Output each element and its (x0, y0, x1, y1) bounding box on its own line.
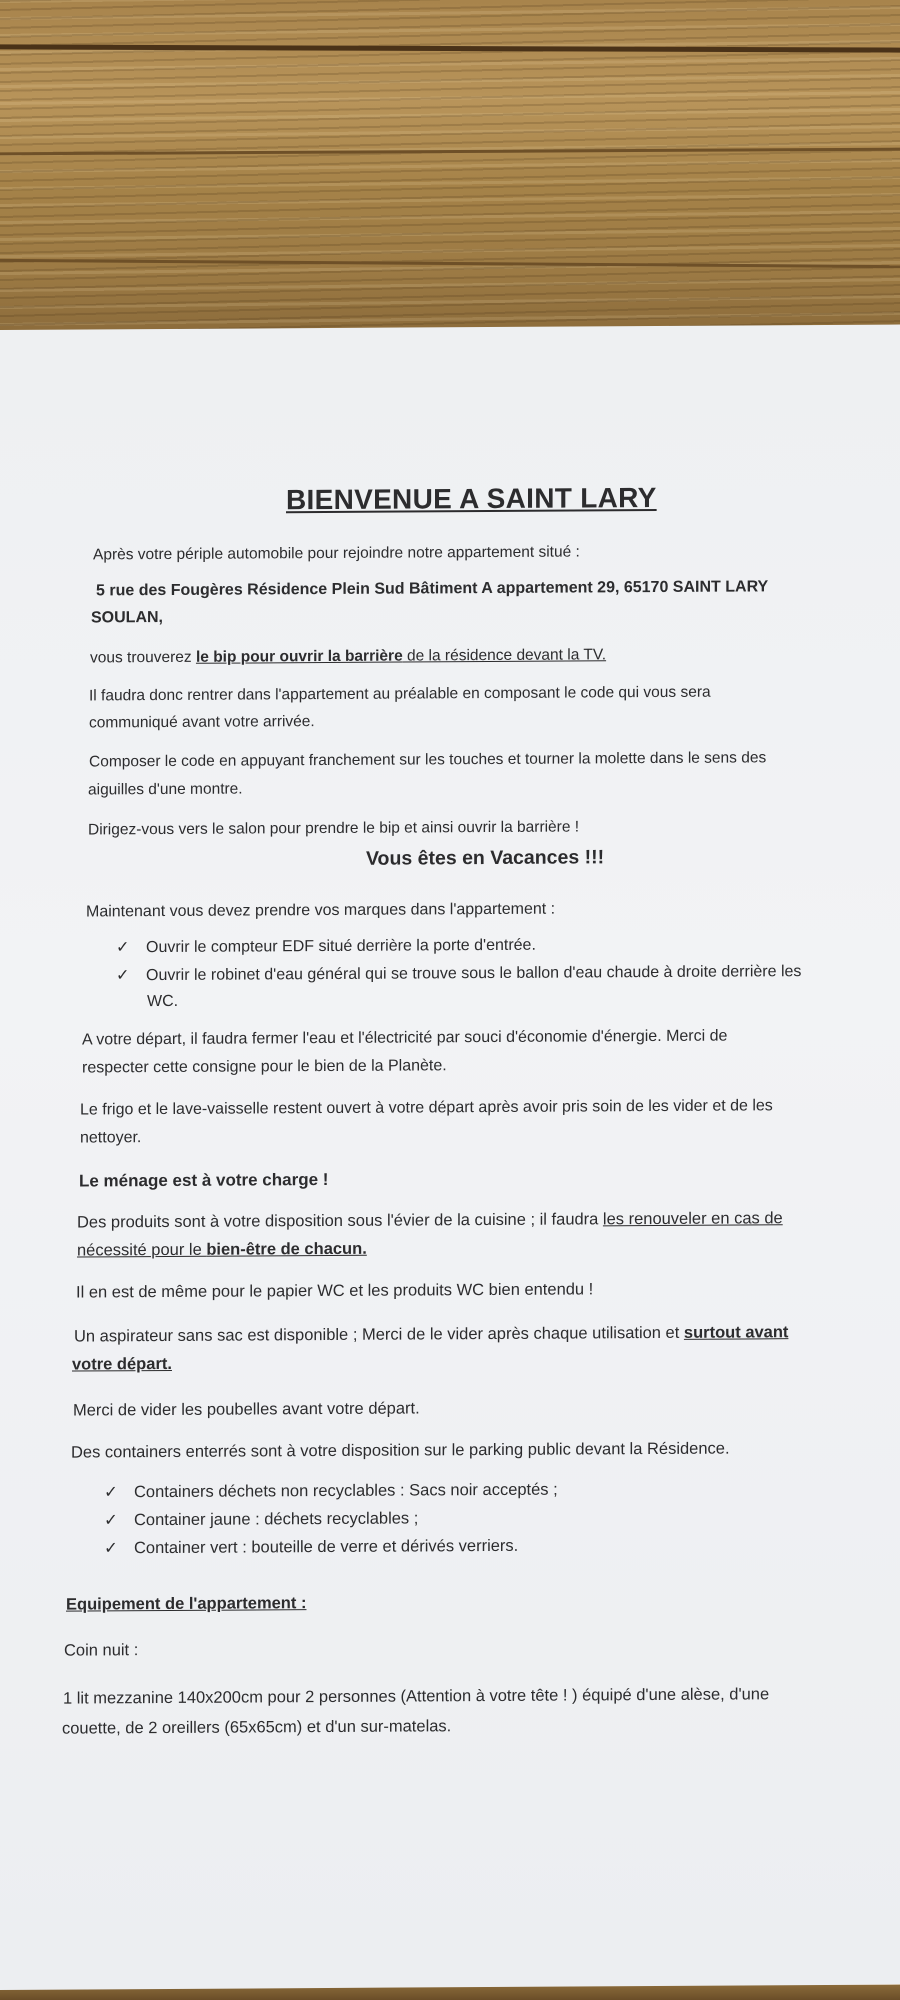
wood-grain-line (0, 44, 900, 52)
checkmark-icon: ✓ (104, 1483, 118, 1502)
address-line-1: 5 rue des Fougères Résidence Plein Sud Bâtiment A appartement 29, 65170 SAINT LARY (96, 578, 769, 600)
frigo-paragraph-line-2: nettoyer. (80, 1129, 142, 1147)
marques-text: Maintenant vous devez prendre vos marques dans l'appartement : (86, 900, 556, 921)
checklist-item-text: Ouvrir le robinet d'eau général qui se trouve sous le ballon d'eau chaude à droite derrière les (146, 963, 802, 985)
aspirateur-text: Un aspirateur sans sac est disponible ; Merci de le vider après chaque utilisation et (74, 1323, 684, 1346)
code-paragraph-line-2: communiqué avant votre arrivée. (89, 713, 315, 732)
bip-highlight: le bip pour ouvrir la barrière (195, 647, 403, 666)
menage-heading: Le ménage est à votre charge ! (79, 1169, 329, 1191)
produits-underlined: les renouveler en cas de (602, 1209, 783, 1229)
checklist-item-text: Ouvrir le compteur EDF situé derrière la porte d'entrée. (146, 936, 536, 957)
containers-intro: Des containers enterrés sont à votre disposition sur le parking public devant la Résidence. (71, 1439, 730, 1462)
salon-text: Dirigez-vous vers le salon pour prendre le bip et ainsi ouvrir la barrière ! (88, 818, 580, 839)
papier-text: Il en est de même pour le papier WC et les produits WC bien entendu ! (76, 1280, 594, 1302)
produits-paragraph-line-2 (77, 1238, 367, 1263)
equipement-heading: Equipement de l'appartement : (66, 1594, 307, 1614)
checkmark-icon: ✓ (104, 1539, 118, 1558)
frigo-paragraph-line-1: Le frigo et le lave-vaisselle restent ouvert à votre départ après avoir pris soin de les vider et de les (80, 1097, 773, 1119)
wooden-table (0, 0, 900, 340)
checklist-item-text: Container jaune : déchets recyclables ; (134, 1509, 419, 1530)
bip-paragraph (90, 644, 606, 669)
lit-paragraph-line-2: couette, de 2 oreillers (65x65cm) et d'un sur-matelas. (62, 1717, 452, 1738)
bip-prefix: vous trouverez (90, 648, 196, 667)
checklist-item-text: Containers déchets non recyclables : Sacs noir acceptés ; (134, 1480, 558, 1502)
aspirateur-highlight: surtout avant (683, 1323, 789, 1342)
wood-grain-line (0, 259, 900, 268)
checklist-item (104, 1535, 518, 1561)
aspirateur-paragraph-line-2: votre départ. (72, 1354, 172, 1374)
depart-paragraph-line-2: respecter cette consigne pour le bien de la Planète. (82, 1057, 447, 1077)
produits-text: Des produits sont à votre disposition sous l'évier de la cuisine ; il faudra (77, 1210, 603, 1232)
checklist-item (116, 961, 801, 988)
page-title: BIENVENUE A SAINT LARY (286, 481, 657, 516)
checklist-item-text: Container vert : bouteille de verre et dérivés verriers. (134, 1536, 519, 1558)
checklist-item-continuation: WC. (147, 992, 179, 1011)
produits-underlined: nécessité pour le (77, 1240, 207, 1260)
welcome-sheet (0, 325, 900, 1990)
compose-paragraph-line-2: aiguilles d'une montre. (88, 780, 243, 799)
code-paragraph-line-1: Il faudra donc rentrer dans l'appartement au préalable en composant le code qui vous sera (89, 683, 711, 705)
checklist-item (104, 1479, 558, 1505)
produits-highlight: bien-être de chacun. (206, 1239, 367, 1259)
intro-text: Après votre périple automobile pour rejoindre notre appartement situé : (93, 543, 580, 564)
produits-paragraph-line-1 (77, 1207, 783, 1235)
depart-paragraph-line-1: A votre départ, il faudra fermer l'eau et l'électricité par souci d'économie d'énergie. Merci de (82, 1027, 728, 1049)
checklist-item (104, 1507, 418, 1532)
poubelles-text: Merci de vider les poubelles avant votre départ. (73, 1399, 420, 1420)
checklist-item (116, 935, 536, 960)
vacances-heading: Vous êtes en Vacances !!! (366, 846, 605, 870)
wood-grain-line (0, 148, 900, 156)
address-line-2: SOULAN, (91, 609, 163, 627)
aspirateur-paragraph-line-1 (74, 1321, 788, 1349)
checkmark-icon: ✓ (116, 939, 130, 957)
checkmark-icon: ✓ (104, 1511, 118, 1530)
coin-nuit-label: Coin nuit : (64, 1641, 139, 1660)
checkmark-icon: ✓ (116, 967, 130, 985)
lit-paragraph-line-1: 1 lit mezzanine 140x200cm pour 2 personnes (Attention à votre tête ! ) équipé d'une alèse, d'une (63, 1685, 770, 1708)
bip-location: de la résidence devant la TV. (402, 646, 607, 665)
compose-paragraph-line-1: Composer le code en appuyant franchement sur les touches et tourner la molette dans le sens des (89, 749, 767, 771)
